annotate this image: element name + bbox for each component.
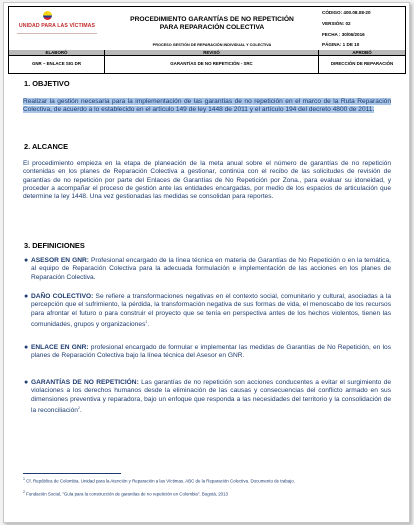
definition-item bbox=[24, 257, 391, 282]
version-field: VERSIÓN: 02 bbox=[322, 21, 351, 26]
section-definiciones-title: 3. DEFINICIONES bbox=[24, 241, 85, 250]
elaboro-label: ELABORÓ bbox=[9, 50, 104, 56]
logo-divider bbox=[17, 33, 97, 34]
definition-term: GARANTÍAS DE NO REPETICIÓN: bbox=[31, 379, 139, 386]
footnote-item bbox=[23, 490, 383, 497]
definition-item bbox=[24, 344, 391, 361]
logo-text: UNIDAD PARA LAS VÍCTIMAS bbox=[18, 23, 96, 29]
reviso-label: REVISÓ bbox=[105, 50, 318, 56]
bullet-icon: ● bbox=[24, 293, 29, 300]
bullet-icon: ● bbox=[24, 379, 29, 386]
definition-item: ● DAÑO COLECTIVO: Se refiere a transformaciones negativas en el contexto social, comunitario y cultural, asociadas a la percepción que el sufrimiento, la pérdida, la transformación negativa de sus formas de vida, el menoscabo de los recursos para afrontar el futuro o para construir el proyecto que se tenía en perspectiva antes de los hechos violentos, tienen las comunidades, grupos y organizaciones$^1$. bbox=[24, 293, 391, 329]
aprobo-value: DIRECCIÓN DE REPARACIÓN bbox=[330, 61, 394, 66]
document-title-cell bbox=[105, 7, 319, 40]
logo-cell bbox=[9, 7, 105, 50]
definition-term: ENLACE EN GNR: bbox=[31, 344, 89, 351]
aprobo-label: APROBÓ bbox=[319, 50, 405, 56]
footnote-text: Cf. República de Colombia. Unidad para la Atención y Reparación a las Víctimas. ABC de la Reparación Colectiva. Documento de trabajo. bbox=[24, 478, 295, 484]
document-header-table bbox=[8, 6, 406, 74]
process-name: PROCESO GESTIÓN DE REPARACIÓN INDIVIDUAL Y COLECTIVA bbox=[152, 43, 272, 47]
approval-row bbox=[9, 50, 405, 73]
aprobo-column bbox=[319, 50, 405, 73]
definition-term: ASESOR EN GNR: bbox=[31, 257, 89, 264]
colombia-shield-icon bbox=[43, 11, 52, 20]
definition-text: Las garantías de no repetición son acciones conducentes a evitar el surgimiento de violaciones a los derechos humanos desde la eliminación de las causas y consecuencias del conflicto armado en sus dimensiones preventiva y reparadora, bajo un enfoque que responda a las necesidades del territorio y la consolidación de la reconciliación bbox=[31, 379, 391, 415]
bullet-icon: ● bbox=[24, 257, 29, 264]
definition-text: Profesional encargado de la línea técnica en materia de Garantías de No Repetición o en la temática, al equipo de Reparación Colectiva para la adecuada formulación e implementación de las acciones en los planes de Reparación Colectiva. bbox=[31, 257, 391, 281]
footnote-ref: 1 bbox=[145, 319, 148, 324]
code-field: CÓDIGO: 400.08.08-20 bbox=[322, 10, 371, 15]
footnote-separator bbox=[23, 473, 121, 474]
definition-text: Se refiere a transformaciones negativas en el contexto social, comunitario y cultural, asociadas a la percepción que el sufrimiento, la pérdida, la transformación negativa de sus formas de vida, el menoscabo de los recursos para afrontar el futuro o para construir el proyecto que se tenía en perspectiva antes de los hechos violentos, tienen las comunidades, grupos y organizaciones bbox=[31, 293, 391, 329]
footnote-number: 2 bbox=[23, 490, 25, 494]
bullet-icon: ● bbox=[24, 344, 29, 351]
section-alcance-title: 2. ALCANCE bbox=[24, 142, 69, 151]
elaboro-column bbox=[9, 50, 105, 73]
footnote-item bbox=[23, 477, 383, 484]
footnote-ref: 2 bbox=[77, 405, 80, 410]
definition-text: profesional encargado de formular e implementar las medidas de Garantías de No Repetición, en los planes de Reparación Colectiva bajo la línea técnica del Asesor en GNR. bbox=[31, 344, 391, 360]
document-page bbox=[3, 2, 410, 523]
section-objetivo-title: 1. OBJETIVO bbox=[24, 79, 70, 88]
section-alcance-text: El procedimiento empieza en la etapa de planeación de la meta anual sobre el número de garantías de no repetición contenidas en los planes de Reparación Colectiva a gestionar, continúa con el recibo de las solicitudes de revisión de garantías de no repetición por parte del Enlaces de Garantías de No Repetición por Zona., para evaluar su idoneidad, y proceder a acompañar el proceso de gestión ante las entidades encargadas, por medio de los espacios de articulación que determine la ley 1448. Una vez gestionadas las medidas se consolidan para reportes. bbox=[23, 160, 391, 201]
reviso-column bbox=[105, 50, 319, 73]
elaboro-value: GNR – ENLACE SIG DR bbox=[31, 61, 82, 66]
document-title: PROCEDIMIENTO GARANTÍAS DE NO REPETICIÓN PARA REPARACIÓN COLECTIVA bbox=[130, 15, 294, 31]
footnote-text: Fundación Social, "Guía para la construcción de garantías de no repetición en Colombia". Bogotá, 2013 bbox=[24, 491, 228, 497]
definition-item: ● GARANTÍAS DE NO REPETICIÓN: Las garantías de no repetición son acciones conducentes a evitar el surgimiento de violaciones a los derechos humanos desde la eliminación de las causas y consecuencias del conflicto armado en sus dimensiones preventiva y reparadora, bajo un enfoque que responda a las necesidades del territorio y la consolidación de la reconciliación$^2$. bbox=[24, 379, 391, 415]
section-objetivo-text bbox=[23, 98, 391, 115]
selected-text[interactable]: Realizar la gestión necesaria para la implementación de las garantías de no repetición en el marco de la Ruta Reparación Colectiva, de acuerdo a lo establecido en el artículo 149 de ley 1448 de 2011 y el artículo 194 del decreto 4800 de 2011. bbox=[23, 98, 391, 114]
date-field: FECHA : 30/06/2016 bbox=[322, 32, 365, 37]
reviso-value: GARANTÍAS DE NO REPETICIÓN - SRC bbox=[170, 61, 253, 66]
footnote-number: 1 bbox=[23, 477, 25, 481]
definition-term: DAÑO COLECTIVO: bbox=[31, 293, 94, 300]
page-field: PÁGINA: 1 DE 10 bbox=[322, 42, 360, 47]
